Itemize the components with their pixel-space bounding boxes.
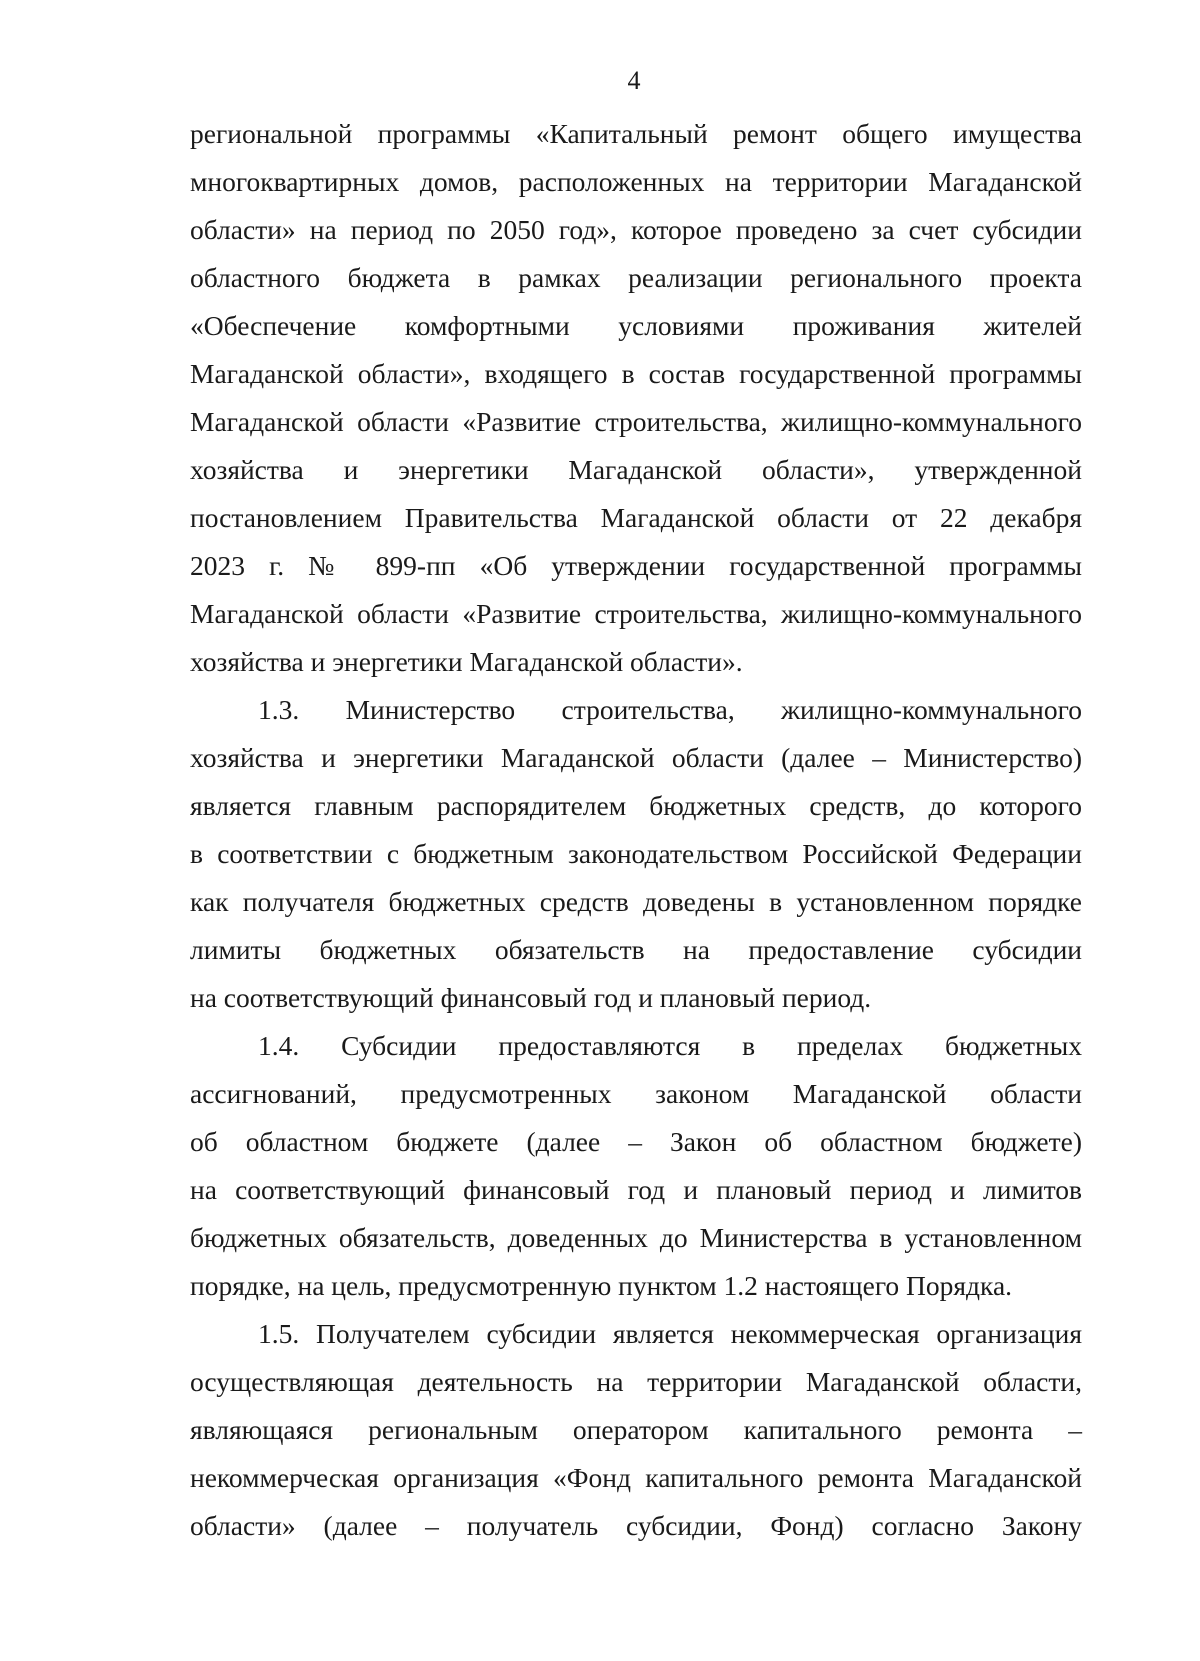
paragraph-1-3	[190, 686, 1082, 1022]
page-number: 4	[627, 66, 641, 95]
text-line: лимиты бюджетных обязательств на предоставление субсидии	[190, 934, 1082, 965]
text-line: областного бюджета в рамках реализации регионального проекта	[190, 262, 1082, 293]
text-line: 2023 г. № 899-пп «Об утверждении государственной программы	[190, 550, 1082, 581]
text-line: является главным распорядителем бюджетных средств, до которого	[190, 790, 1082, 821]
text-line: ассигнований, предусмотренных законом Магаданской области	[190, 1078, 1082, 1109]
text-line: 1.3. Министерство строительства, жилищно-коммунального	[258, 694, 1082, 725]
paragraph-1-4	[190, 1022, 1082, 1310]
text-line: в соответствии с бюджетным законодательством Российской Федерации	[190, 838, 1082, 869]
text-line: 1.4. Субсидии предоставляются в пределах бюджетных	[258, 1030, 1082, 1061]
text-line: об областном бюджете (далее – Закон об областном бюджете)	[190, 1126, 1082, 1157]
text-line: Магаданской области «Развитие строительства, жилищно-коммунального	[190, 406, 1082, 437]
paragraph-1-5	[190, 1310, 1082, 1550]
text-line: области» на период по 2050 год», которое проведено за счет субсидии	[190, 214, 1082, 245]
text-line: на соответствующий финансовый год и плановый период и лимитов	[190, 1174, 1082, 1205]
text-line: постановлением Правительства Магаданской области от 22 декабря	[190, 502, 1082, 533]
text-line: 1.5. Получателем субсидии является некоммерческая организация	[258, 1318, 1082, 1349]
text-line: хозяйства и энергетики Магаданской области», утвержденной	[190, 454, 1082, 485]
text-line: региональной программы «Капитальный ремонт общего имущества	[190, 118, 1082, 149]
text-line: многоквартирных домов, расположенных на территории Магаданской	[190, 166, 1082, 197]
text-line: области» (далее – получатель субсидии, Фонд) согласно Закону	[190, 1510, 1082, 1541]
text-line: являющаяся региональным оператором капитального ремонта –	[190, 1414, 1082, 1445]
text-line: Магаданской области «Развитие строительства, жилищно-коммунального	[190, 598, 1082, 629]
text-line: «Обеспечение комфортными условиями проживания жителей	[190, 310, 1082, 341]
text-line: порядке, на цель, предусмотренную пунктом 1.2 настоящего Порядка.	[190, 1270, 1013, 1301]
text-line: некоммерческая организация «Фонд капитального ремонта Магаданской	[190, 1462, 1082, 1493]
text-line: осуществляющая деятельность на территории Магаданской области,	[190, 1366, 1082, 1397]
text-line: на соответствующий финансовый год и плановый период.	[190, 982, 872, 1013]
text-line: как получателя бюджетных средств доведены в установленном порядке	[190, 886, 1082, 917]
text-line: бюджетных обязательств, доведенных до Министерства в установленном	[190, 1222, 1082, 1253]
text-line: Магаданской области», входящего в состав государственной программы	[190, 358, 1082, 389]
paragraph-continuation	[190, 110, 1082, 686]
text-line: хозяйства и энергетики Магаданской области».	[190, 646, 743, 677]
text-line: хозяйства и энергетики Магаданской области (далее – Министерство)	[190, 742, 1082, 773]
